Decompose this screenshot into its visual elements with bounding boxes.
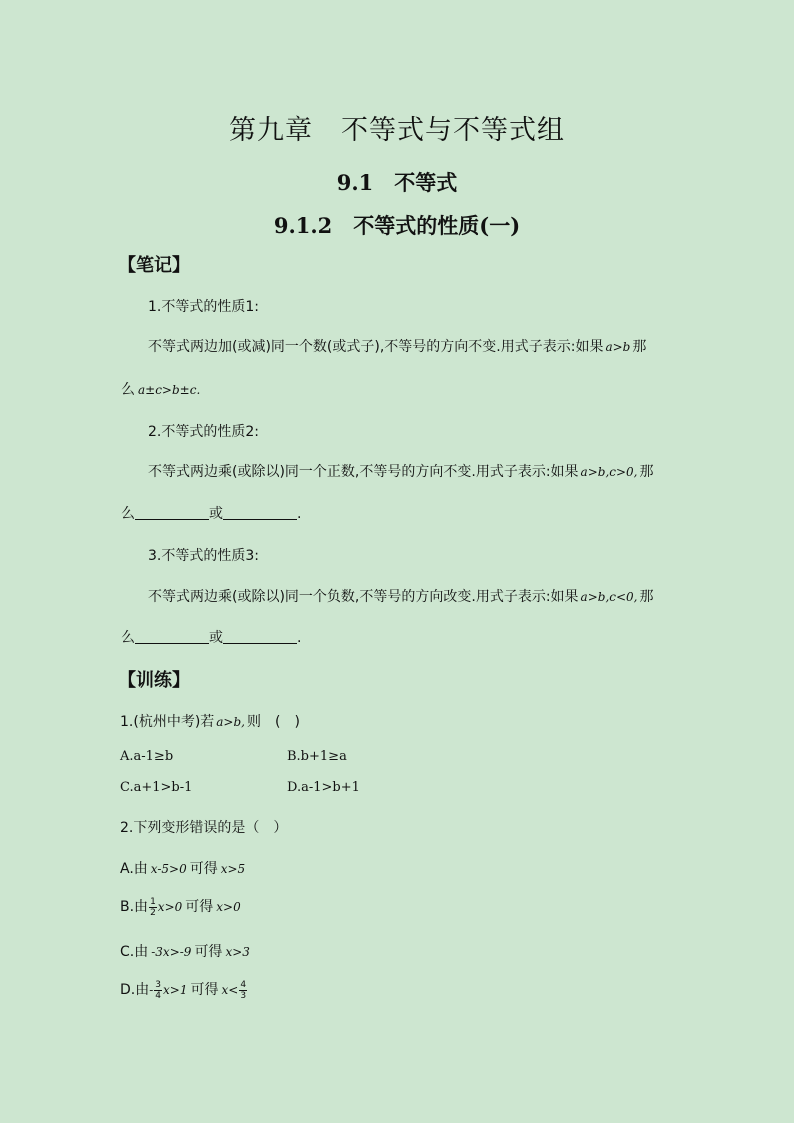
- option-d-condition: x>1: [163, 983, 188, 997]
- question-1-option-b[interactable]: B.b+1≥a: [287, 749, 347, 764]
- option-d-prefix: D.由: [120, 982, 150, 998]
- question-2-option-b[interactable]: [120, 896, 241, 918]
- option-d-mid: 可得: [190, 982, 219, 998]
- option-a-mid: 可得: [189, 861, 218, 877]
- option-b-result: x>0: [216, 900, 241, 914]
- property-1-line2: [121, 379, 200, 399]
- property-3-line: 不等式两边乘(或除以)同一个负数,不等号的方向改变.用式子表示:如果: [148, 589, 579, 605]
- property-2-text: [148, 461, 653, 481]
- property-2-line2: [121, 503, 301, 523]
- question-1-option-a[interactable]: A.a-1≥b: [120, 749, 174, 764]
- question-2-option-a[interactable]: [120, 858, 245, 878]
- notes-heading: 【笔记】: [118, 255, 190, 276]
- question-1-option-d[interactable]: D.a-1>b+1: [287, 780, 360, 795]
- option-a-prefix: A.由: [120, 861, 148, 877]
- question-1-prefix: 1.(杭州中考)若: [120, 714, 215, 730]
- property-1-text: [148, 336, 646, 356]
- property-3-or: 或: [209, 630, 223, 646]
- property-1-title: 1.不等式的性质1:: [148, 299, 259, 315]
- property-2-prefix: 么: [121, 506, 135, 522]
- property-2-blank-1[interactable]: [135, 505, 209, 520]
- property-1-prefix: 么: [121, 382, 135, 398]
- question-1-suffix: 则 ( ): [247, 714, 300, 730]
- practice-heading: 【训练】: [118, 670, 190, 691]
- property-3-tail: 那: [639, 589, 654, 605]
- property-2-or: 或: [209, 506, 223, 522]
- property-2-condition: a>b,c>0,: [580, 465, 638, 479]
- property-2-end: .: [297, 506, 302, 522]
- property-1-condition: a>b: [605, 340, 631, 354]
- question-1-condition: a>b,: [216, 715, 245, 729]
- property-3-text: [148, 586, 653, 606]
- option-b-fraction: $\frac{1}{2}$: [150, 896, 156, 918]
- option-c-result: x>3: [225, 945, 250, 959]
- property-3-prefix: 么: [121, 630, 135, 646]
- question-2-option-c[interactable]: [120, 941, 250, 961]
- property-3-end: .: [297, 630, 302, 646]
- option-a-result: x>5: [220, 862, 246, 876]
- question-2-stem: 2.下列变形错误的是（ ）: [120, 820, 288, 836]
- property-1-result: a±c>b±c.: [138, 383, 201, 397]
- subsection-title: 9.1.2 不等式的性质(一): [273, 213, 521, 238]
- question-1-stem: [120, 711, 300, 731]
- option-d-fraction: $\frac{3}{4}$: [155, 979, 162, 1001]
- section-title: 9.1 不等式: [336, 170, 458, 195]
- property-1-line: 不等式两边加(或减)同一个数(或式子),不等号的方向不变.用式子表示:如果: [148, 339, 604, 355]
- property-2-tail: 那: [639, 464, 654, 480]
- property-2-blank-2[interactable]: [223, 505, 297, 520]
- option-b-mid: 可得: [185, 899, 214, 915]
- option-d-result: x<: [221, 983, 239, 997]
- chapter-title: 第九章 不等式与不等式组: [229, 115, 565, 146]
- option-a-condition: x-5>0: [150, 862, 187, 876]
- property-1-tail: 那: [632, 339, 647, 355]
- property-3-line2: [121, 627, 301, 647]
- property-3-blank-2[interactable]: [223, 629, 297, 644]
- property-3-condition: a>b,c<0,: [580, 590, 638, 604]
- option-c-mid: 可得: [194, 944, 223, 960]
- property-3-blank-1[interactable]: [135, 629, 209, 644]
- question-1-option-c[interactable]: C.a+1>b-1: [120, 780, 193, 795]
- option-b-condition: x>0: [157, 900, 183, 914]
- property-2-line: 不等式两边乘(或除以)同一个正数,不等号的方向不变.用式子表示:如果: [148, 464, 579, 480]
- option-c-condition: -3x>-9: [151, 945, 192, 959]
- option-d-result-fraction: $\frac{4}{3}$: [240, 979, 247, 1001]
- property-2-title: 2.不等式的性质2:: [148, 424, 259, 440]
- question-2-option-d[interactable]: D.由- $\frac{3}{4}$ x>1 可得 x< $\frac{4}{3}$: [120, 979, 247, 1001]
- option-c-prefix: C.由: [120, 944, 149, 960]
- option-b-prefix: B.由: [120, 899, 149, 915]
- property-3-title: 3.不等式的性质3:: [148, 548, 259, 564]
